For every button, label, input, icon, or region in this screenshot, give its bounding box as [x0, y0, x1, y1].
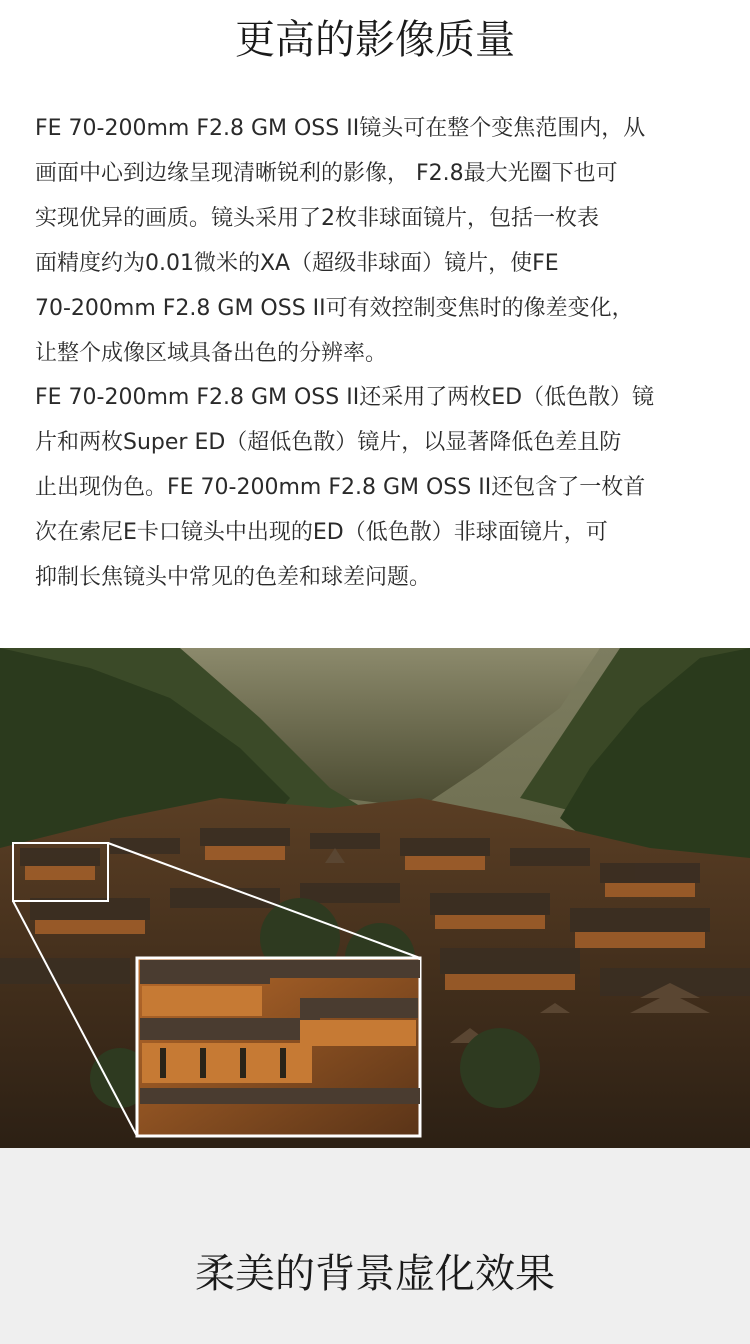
section-title-image-quality: 更高的影像质量	[235, 17, 515, 63]
description-paragraph-2: FE 70-200mm F2.8 GM OSS II还采用了两枚ED（低色散）镜 片和两枚Super ED（超低色散）镜片，以显著降低色差且防 止出现伪色。FE 70-200mm F2.8 GM OSS II还包含了一枚首 次在索尼E卡口镜头中出现的ED（低色散）非球面镜片，可 抑制长焦镜头中常见的色差和球差问题。	[35, 385, 655, 590]
bokeh-section	[0, 1148, 750, 1344]
image-quality-section	[0, 0, 750, 648]
village-landscape-photo	[0, 648, 750, 1148]
sample-photo-village	[0, 648, 750, 1148]
section-title-bokeh: 柔美的背景虚化效果	[195, 1251, 555, 1297]
description-paragraph-1: FE 70-200mm F2.8 GM OSS II镜头可在整个变焦范围内，从 画面中心到边缘呈现清晰锐利的影像， F2.8最大光圈下也可 实现优异的画质。镜头采用了2枚非球面镜片，包括一枚表 面精度约为0.01微米的XA（超级非球面）镜片，使FE 70-200mm F2.8 GM OSS II可有效控制变焦时的像差变化， 让整个成像区域具备出色的分辨率。	[35, 116, 646, 366]
